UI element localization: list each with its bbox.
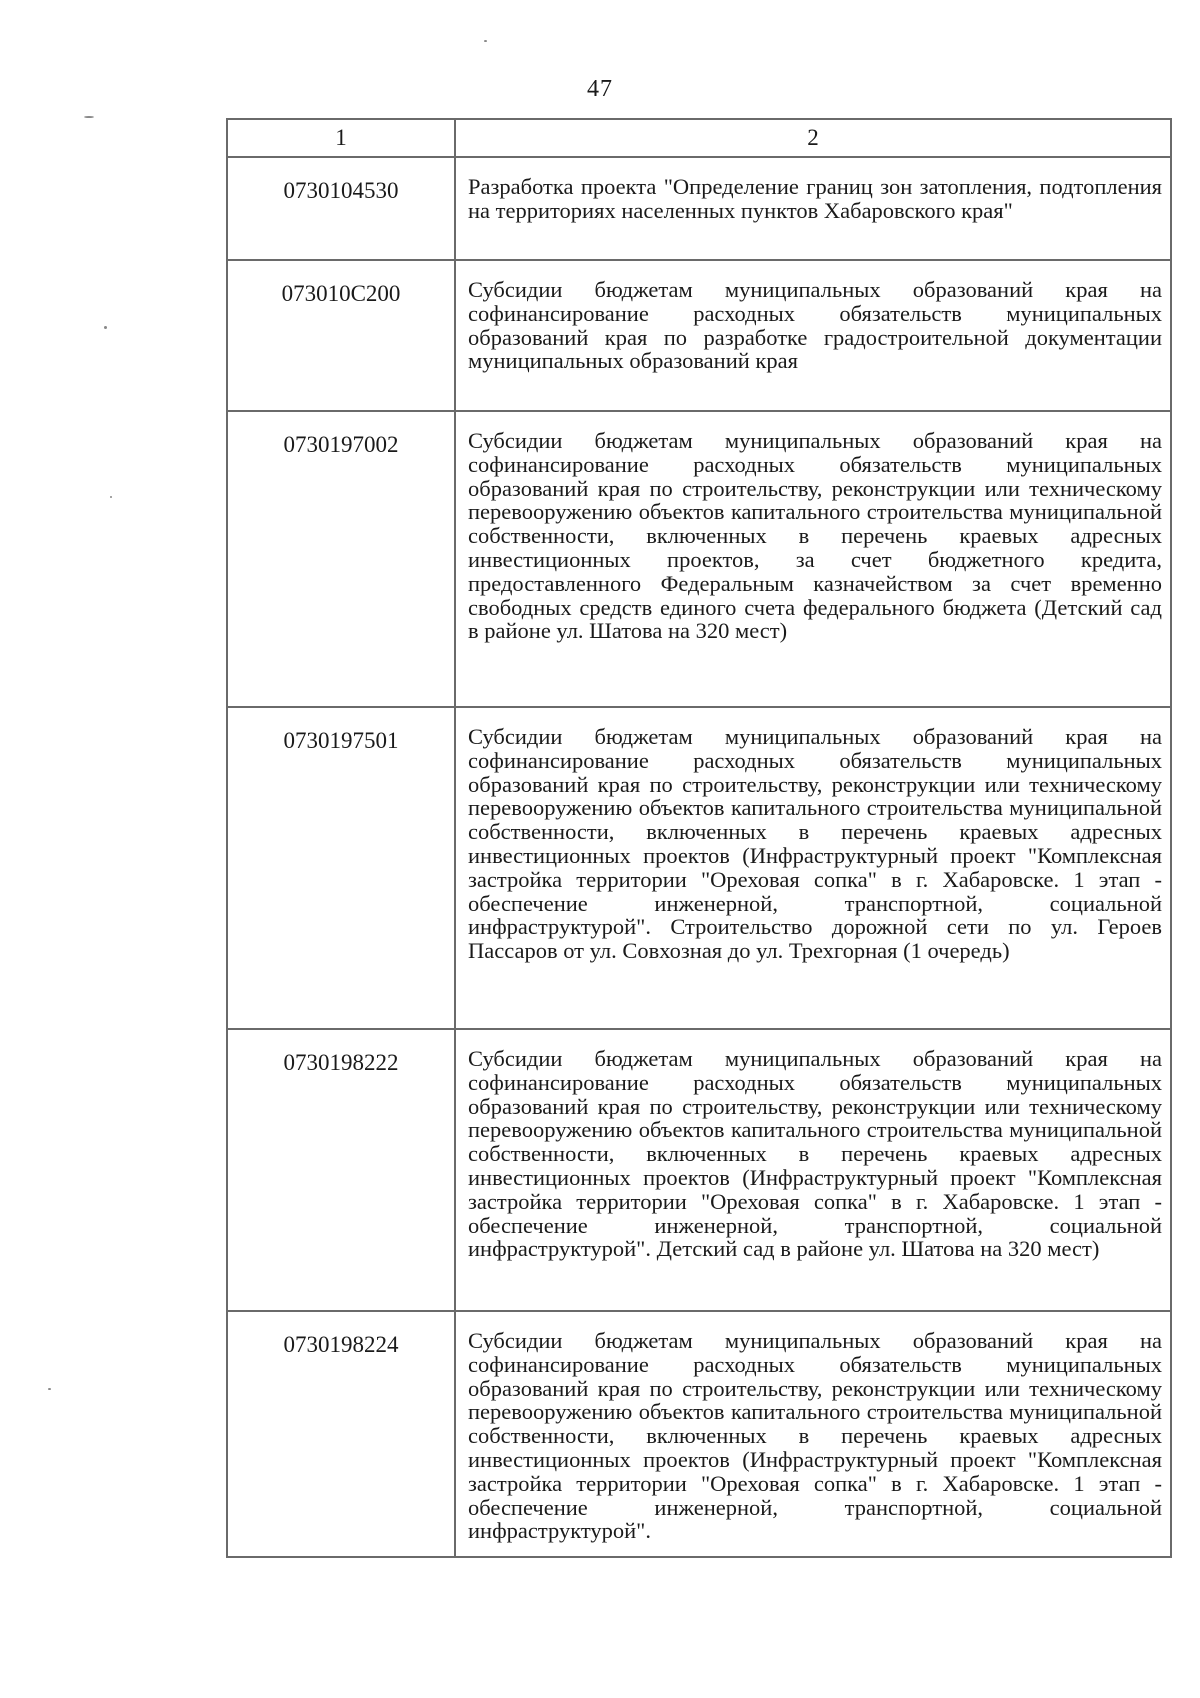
scan-speck (484, 40, 487, 42)
row-code: 0730104530 (227, 157, 455, 260)
table-row (227, 1029, 1171, 1311)
budget-codes-table (226, 118, 1172, 1558)
row-description: Субсидии бюджетам муниципальных образований края на софинансирование расходных обязательств муниципальных образований края по разработке градостроительной документации муниципальных образований края (455, 260, 1171, 411)
table-row (227, 707, 1171, 1029)
row-code: 0730197501 (227, 707, 455, 1029)
row-code: 073010С200 (227, 260, 455, 411)
page-number: 47 (587, 76, 613, 102)
table-row (227, 157, 1171, 260)
scan-speck (84, 116, 94, 118)
column-header-1: 1 (227, 119, 455, 157)
table-row (227, 411, 1171, 707)
row-code: 0730198222 (227, 1029, 455, 1311)
row-code: 0730198224 (227, 1311, 455, 1557)
scan-speck (104, 326, 107, 329)
row-description: Разработка проекта "Определение границ зон затопления, подтопления на территориях населенных пунктов Хабаровского края" (455, 157, 1171, 260)
table-row (227, 1311, 1171, 1557)
row-code: 0730197002 (227, 411, 455, 707)
row-description: Субсидии бюджетам муниципальных образований края на софинансирование расходных обязательств муниципальных образований края по строительству, реконструкции или техническому перевооружению объектов капитального строительства муниципальной собственности, включенных в перечень краевых адресных инвестиционных проектов (Инфраструктурный проект "Комплексная застройка территории "Ореховая сопка" в г. Хабаровске. 1 этап - обеспечение инженерной, транспортной, социальной инфраструктурой". Строительство дорожной сети по ул. Героев Пассаров от ул. Совхозная до ул. Трехгорная (1 очередь) (455, 707, 1171, 1029)
scan-speck (110, 496, 112, 498)
row-description: Субсидии бюджетам муниципальных образований края на софинансирование расходных обязательств муниципальных образований края по строительству, реконструкции или техническому перевооружению объектов капитального строительства муниципальной собственности, включенных в перечень краевых адресных инвестиционных проектов (Инфраструктурный проект "Комплексная застройка территории "Ореховая сопка" в г. Хабаровске. 1 этап - обеспечение инженерной, транспортной, социальной инфраструктурой". (455, 1311, 1171, 1557)
table-header-row (227, 119, 1171, 157)
column-header-2: 2 (455, 119, 1171, 157)
row-description: Субсидии бюджетам муниципальных образований края на софинансирование расходных обязательств муниципальных образований края по строительству, реконструкции или техническому перевооружению объектов капитального строительства муниципальной собственности, включенных в перечень краевых адресных инвестиционных проектов, за счет бюджетного кредита, предоставленного Федеральным казначейством за счет временно свободных средств единого счета федерального бюджета (Детский сад в районе ул. Шатова на 320 мест) (455, 411, 1171, 707)
table-row (227, 260, 1171, 411)
row-description: Субсидии бюджетам муниципальных образований края на софинансирование расходных обязательств муниципальных образований края по строительству, реконструкции или техническому перевооружению объектов капитального строительства муниципальной собственности, включенных в перечень краевых адресных инвестиционных проектов (Инфраструктурный проект "Комплексная застройка территории "Ореховая сопка" в г. Хабаровске. 1 этап - обеспечение инженерной, транспортной, социальной инфраструктурой". Детский сад в районе ул. Шатова на 320 мест) (455, 1029, 1171, 1311)
scan-speck (48, 1388, 51, 1390)
